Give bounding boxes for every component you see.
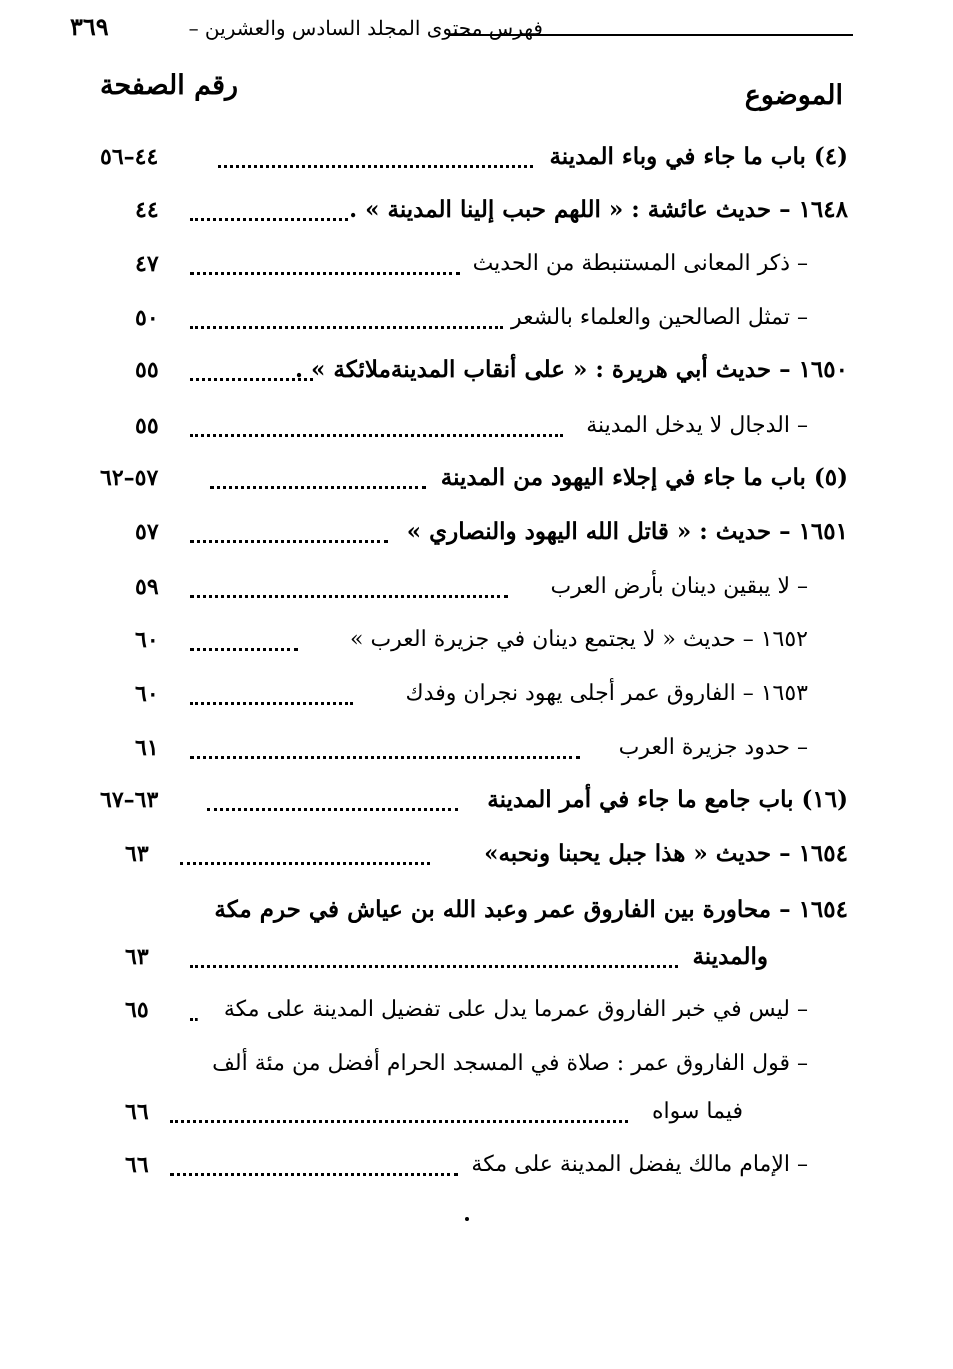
toc-entry-text: – الإمام مالك يفضل المدينة على مكة (471, 1152, 808, 1177)
toc-entry-text: – ليس في خبر الفاروق عمرما يدل على تفضيل المدينة على مكة (223, 997, 808, 1022)
toc-entry-hadith (95, 348, 848, 392)
print-speck (465, 1217, 469, 1221)
leader-dots (190, 935, 678, 968)
toc-entry-sub (95, 1042, 848, 1086)
toc-entry-text: – الدجال لا يدخل المدينة (586, 413, 808, 438)
toc-entry-text: فيما سواه (651, 1099, 743, 1124)
toc-entry-text: – لا يبقين دينان بأرض العرب (550, 574, 808, 599)
toc-entry-text: ١٦٥٤ – محاورة بين الفاروق عمر وعبد الله بن عياش في حرم مكة (214, 896, 848, 923)
toc-entry-page: ٦٣ (125, 944, 149, 970)
leader-dots (190, 242, 460, 275)
toc-entry-page: ٦٠ (135, 681, 159, 707)
toc-entry-page: ٥٧–٦٢ (100, 465, 159, 491)
toc-entry-page: ٥٩ (135, 574, 159, 600)
toc-entry-text: ١٦٥٢ – حديث « لا يجتمع دينان في جزيرة العرب » (349, 627, 808, 652)
toc-entry-sub (95, 242, 848, 286)
leader-dots (218, 135, 533, 168)
toc-entry-text: والمدينة (692, 943, 768, 970)
toc-entry-sub (95, 296, 848, 340)
toc-entry-hadith (95, 888, 848, 932)
subject-column-heading: الموضوع (744, 80, 843, 111)
toc-entry-page: ٥٠ (135, 305, 159, 331)
leader-dots (190, 296, 503, 329)
toc-entry-text: – ذكر المعانى المستنبطة من الحديث (472, 251, 808, 276)
toc-entry-text: – قول الفاروق عمر : صلاة في المسجد الحرام أفضل من مئة ألف (212, 1051, 808, 1076)
toc-entry-page: ٦٣–٦٧ (100, 787, 159, 813)
toc-entry-sub-continuation (95, 1090, 848, 1134)
page-number: ٣٦٩ (70, 12, 109, 41)
toc-entry-text: – حدود جزيرة العرب (618, 735, 808, 760)
running-header (60, 12, 853, 46)
toc-entry-page: ٦٥ (125, 997, 149, 1023)
toc-entry-page: ٦١ (135, 735, 159, 761)
toc-entry-page: ٤٤ (135, 197, 159, 223)
toc-entry-page: ٤٤–٥٦ (100, 144, 159, 170)
toc-entry-sub (95, 1143, 848, 1187)
toc-entry-section (95, 456, 848, 500)
leader-dots (180, 832, 430, 865)
toc-entry-sub (95, 672, 848, 716)
toc-entry-page: ٥٧ (135, 519, 159, 545)
leader-dots (190, 726, 580, 759)
leader-dots (190, 672, 353, 705)
toc-entry-sub (95, 404, 848, 448)
toc-entry-section (95, 778, 848, 822)
toc-entry-page: ٦٠ (135, 627, 159, 653)
leader-dots (190, 348, 313, 381)
toc-entry-text: (٤) باب ما جاء في وباء المدينة (549, 143, 848, 170)
toc-entry-page: ٦٦ (125, 1152, 149, 1178)
leader-dots (170, 1143, 458, 1176)
toc-entry-text: ١٦٥١ – حديث : « قاتل الله اليهود والنصاري » (406, 518, 848, 545)
leader-dots (207, 778, 458, 811)
toc-entry-page: ٦٣ (125, 841, 149, 867)
page-column-heading: رقم الصفحة (100, 70, 239, 101)
toc-entry-page: ٥٥ (135, 357, 159, 383)
toc-entry-text: ١٦٤٨ – حديث عائشة : « اللهم حبب إلينا المدينة » . (349, 196, 848, 223)
toc-entry-text: (١٦) باب جامع ما جاء في أمر المدينة (487, 786, 848, 813)
toc-entry-hadith (95, 188, 848, 232)
toc-entry-section (95, 135, 848, 179)
toc-entry-text: ١٦٥٤ – حديث « هذا جبل يحبنا ونحبه» (484, 840, 848, 867)
toc-entry-page: ٥٥ (135, 413, 159, 439)
toc-entry-hadith (95, 510, 848, 554)
toc-entry-sub (95, 618, 848, 662)
leader-dots (190, 565, 508, 598)
toc-entry-hadith-continuation (95, 935, 848, 979)
toc-entry-sub (95, 565, 848, 609)
toc-entry-text: (٥) باب ما جاء في إجلاء اليهود من المدينة (440, 464, 848, 491)
toc-entry-page: ٤٧ (135, 251, 159, 277)
leader-dots (210, 456, 426, 489)
toc-entry-sub (95, 726, 848, 770)
leader-dots (190, 404, 563, 437)
leader-dots (190, 188, 348, 221)
toc-entry-text: – تمثل الصالحين والعلماء بالشعر (510, 305, 808, 330)
toc-entry-text: ١٦٥٣ – الفاروق عمر أجلى يهود نجران وفدك (405, 681, 808, 706)
leader-dots (190, 510, 388, 543)
leader-dots (170, 1090, 628, 1123)
toc-entry-text: ١٦٥٠ – حديث أبي هريرة : « على أنقاب المدينةملائكة » . (295, 356, 848, 383)
running-title: فهرس محتوى المجلد السادس والعشرين – (188, 16, 543, 40)
toc-entry-hadith (95, 832, 848, 876)
leader-dots (190, 988, 198, 1021)
leader-dots (190, 618, 298, 651)
toc-entry-page: ٦٦ (125, 1099, 149, 1125)
toc-entry-sub (95, 988, 848, 1032)
